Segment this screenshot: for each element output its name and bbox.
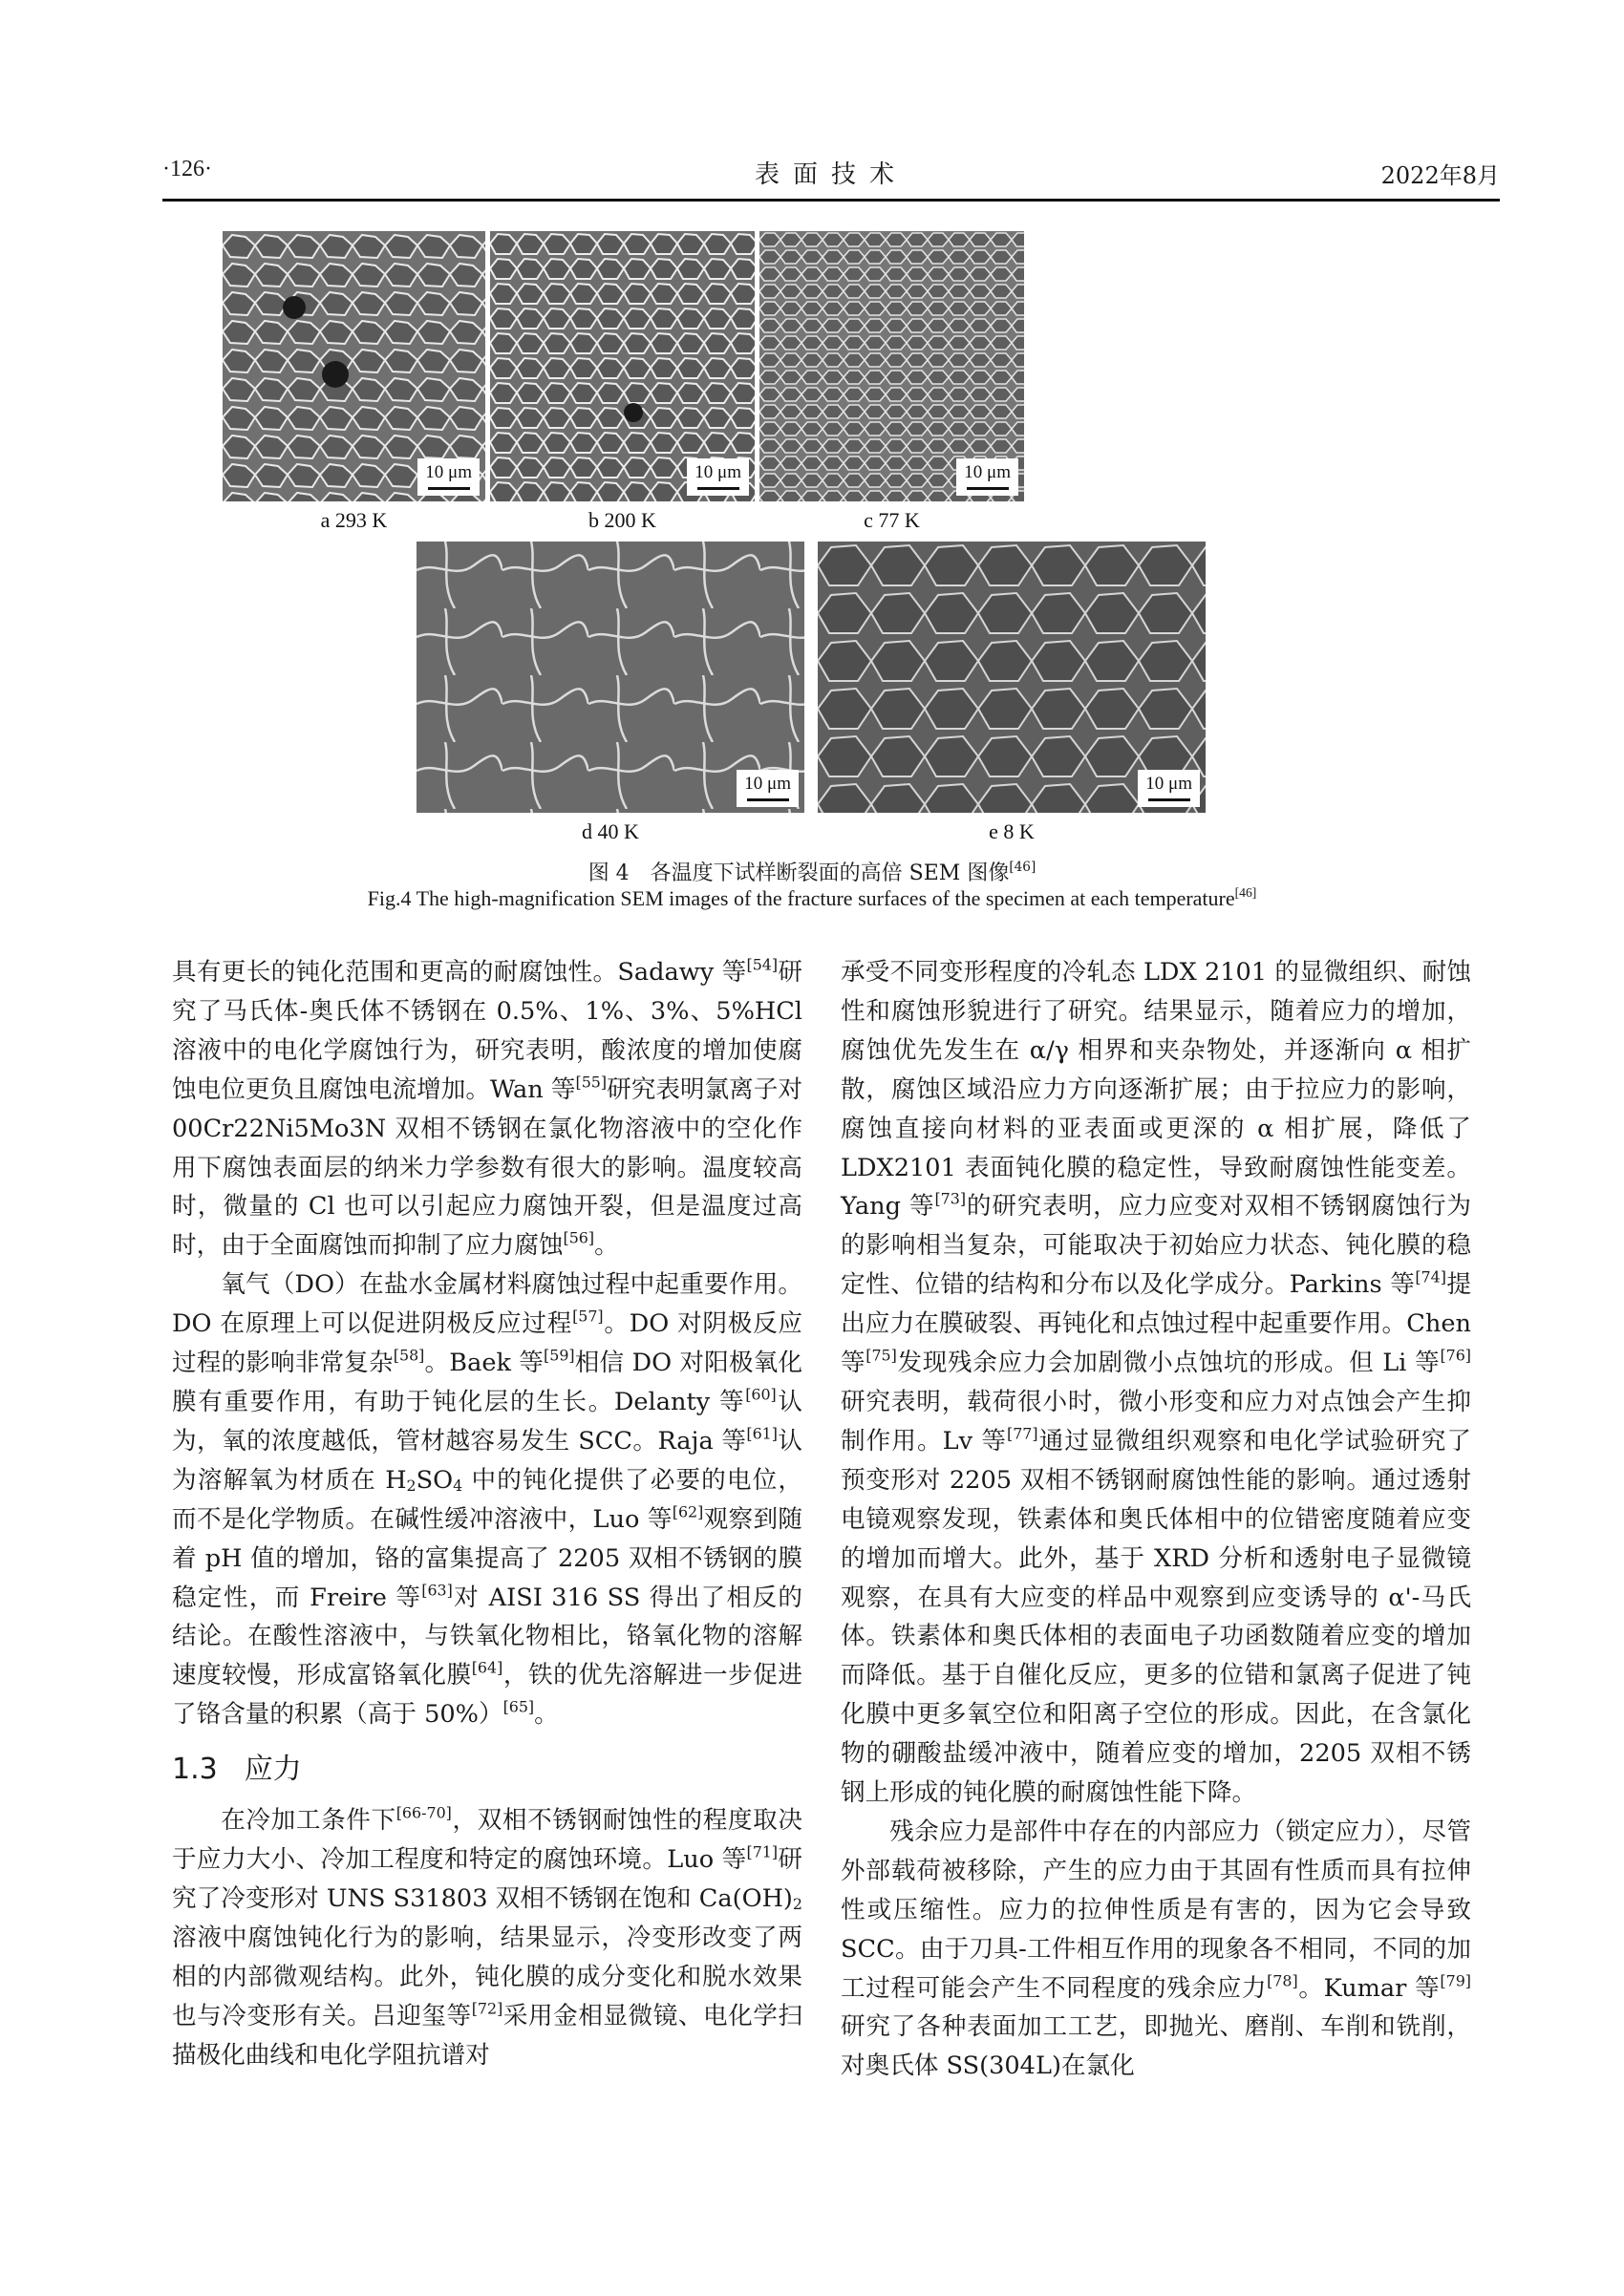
text-run: 氧气（DO）在盐水金属材料腐蚀过程中起重要作用。DO 在原理上可以促进阴极反应过程: [172, 1270, 802, 1339]
panel-label-e: e 8 K: [989, 819, 1035, 843]
panel-label-a: a 293 K: [320, 508, 388, 532]
text-run: 对 AISI 316 SS 得出了相反的结论。在酸性溶液中，与铁氧化物相比，铬氧化物的溶解速度较慢，形成富铬氧化膜: [172, 1583, 802, 1690]
text-run: 。: [534, 1700, 559, 1730]
text-run: 。: [594, 1231, 619, 1261]
header-rule: [162, 199, 1500, 202]
panel-label-c: c 77 K: [864, 508, 920, 532]
text-run: 的研究表明，应力应变对双相不锈钢腐蚀行为的影响相当复杂，可能取决于初始应力状态、钝化膜的稳定性、位错的结构和分布以及化学成分。Parkins 等: [841, 1192, 1471, 1300]
paragraph: [841, 1813, 1471, 2086]
citation: [65]: [502, 1697, 535, 1716]
journal-title: 表面技术: [754, 160, 908, 189]
text-run: SO: [416, 1465, 454, 1495]
citation: [66-70]: [395, 1803, 452, 1822]
citation: [62]: [672, 1502, 704, 1521]
text-run: 残余应力是部件中存在的内部应力（锁定应力），尽管外部载荷被移除，产生的应力由于其固有性质而具有拉伸性或压缩性。应力的拉伸性质是有害的，因为它会导致 SCC。由于刀具-工件相互作用的现象各不相同，不同的加工过程可能会产生不同程度的残余应力: [841, 1817, 1471, 2003]
citation: [73]: [934, 1190, 967, 1209]
citation: [55]: [575, 1073, 608, 1092]
text-run: 中的钝化提供了必要的电位，而不是化学物质。在碱性缓冲溶液中，Luo 等: [172, 1465, 802, 1534]
citation: [71]: [746, 1842, 779, 1861]
citation: [57]: [572, 1307, 604, 1326]
text-run: 通过显微组织观察和电化学试验研究了预变形对 2205 双相不锈钢耐腐蚀性能的影响。通过透射电镜观察发现，铁素体和奥氏体相中的位错密度随着应变的增加而增大。此外，基于 XRD 分析和透射电子显微镜观察，在具有大应变的样品中观察到应变诱导的 α'-马氏体。铁素体和奥氏体相的表面电子功函数随着应变的增加而降低。基于自催化反应，更多的位错和氯离子促进了钝化膜中更多氧空位和阳离子空位的形成。因此，在含氯化物的硼酸盐缓冲液中，随着应变的增加，2205 双相不锈钢上形成的钝化膜的耐腐蚀性能下降。: [841, 1426, 1471, 1808]
citation: [75]: [865, 1346, 897, 1365]
issue-date: 2022年8月: [1380, 162, 1500, 189]
citation: [77]: [1007, 1424, 1038, 1443]
text-run: 相信 DO 对阳极氧化膜有重要作用，有助于钝化层的生长。Delanty 等: [172, 1349, 802, 1416]
citation: [58]: [393, 1346, 425, 1365]
paragraph: [172, 1265, 802, 1734]
text-run: 研究表明氯离子对 00Cr22Ni5Mo3N 双相不锈钢在氯化物溶液中的空化作用下腐蚀表面层的纳米力学参数有很大的影响。温度较高时，微量的 Cl 也可以引起应力腐蚀开裂，但是温度过高时，由于全面腐蚀而抑制了应力腐蚀: [172, 1074, 802, 1261]
text-run: 采用金相显微镜、电化学扫描极化曲线和电化学阻抗谱对: [172, 2001, 802, 2070]
figure-caption-en: [0, 886, 1624, 911]
scale-bar: [956, 458, 1018, 496]
citation: [76]: [1440, 1346, 1471, 1365]
text-run: ，双相不锈钢耐蚀性的程度取决于应力大小、冷加工程度和特定的腐蚀环境。Luo 等: [172, 1806, 802, 1875]
text-run: 观察到随着 pH 值的增加，铬的富集提高了 2205 双相不锈钢的膜稳定性，而 Freire 等: [172, 1504, 802, 1612]
text-run: 应力: [244, 1753, 302, 1787]
superscript: [46]: [1234, 885, 1257, 901]
paragraph: [841, 953, 1471, 1813]
text-run: 研究表明，载荷很小时，微小形变和应力对点蚀会产生抑制作用。Lv 等: [841, 1387, 1471, 1456]
text-run: 10 μm: [964, 462, 1011, 482]
text-run: 。DO 对阴极反应过程的影响非常复杂: [172, 1309, 803, 1378]
text-run: 研究了马氏体-奥氏体不锈钢在 0.5%、1%、3%、5%HCl 溶液中的电化学腐蚀行为，研究表明，酸浓度的增加使腐蚀电位更负且腐蚀电流增加。Wan 等: [172, 958, 802, 1104]
text-run: 研究了冷变形对 UNS S31803 双相不锈钢在饱和 Ca(OH): [172, 1845, 802, 1913]
text-run: 具有更长的钝化范围和更高的耐腐蚀性。Sadawy 等: [172, 958, 747, 987]
superscript: [46]: [1009, 860, 1036, 876]
text-run: 在冷加工条件下: [221, 1806, 396, 1836]
figure-caption-cn: [0, 857, 1624, 886]
text-run: 。Baek 等: [424, 1349, 545, 1378]
text-run: 10 μm: [694, 462, 741, 482]
panel-label-b: b 200 K: [588, 508, 656, 532]
right-column: [841, 953, 1471, 2086]
scale-bar: [1138, 770, 1200, 807]
citation: [54]: [746, 955, 779, 974]
text-run: 图 4 各温度下试样断裂面的高倍 SEM 图像: [588, 861, 1010, 885]
text-run: 。Kumar 等: [1297, 1973, 1441, 2003]
citation: [59]: [544, 1346, 575, 1365]
citation: [56]: [563, 1229, 595, 1248]
text-run: 溶液中腐蚀钝化行为的影响，结果显示，冷变形改变了两相的内部微观结构。此外，钝化膜的成分变化和脱水效果也与冷变形有关。吕迎玺等: [172, 1923, 802, 2030]
sem-image-a: [223, 231, 485, 501]
sem-image-b: [490, 231, 755, 501]
sem-image-c: [759, 231, 1024, 501]
sem-image-d: [417, 542, 804, 813]
citation: [64]: [471, 1659, 503, 1677]
text-run: 承受不同变形程度的冷轧态 LDX 2101 的显微组织、耐蚀性和腐蚀形貌进行了研究。结果显示，随着应力的增加，腐蚀优先发生在 α/γ 相界和夹杂物处，并逐渐向 α 相扩散，腐蚀区域沿应力方向逐渐扩展；由于拉应力的影响，腐蚀直接向材料的亚表面或更深的 α 相扩展，降低了 LDX2101 表面钝化膜的稳定性，导致耐腐蚀性能变差。Yang 等: [841, 958, 1471, 1222]
sem-image-e: [818, 542, 1206, 813]
panel-label-d: d 40 K: [582, 819, 639, 843]
paragraph: [172, 1801, 802, 2074]
scale-bar: [417, 458, 480, 496]
subscript: 2: [792, 1895, 802, 1914]
scale-bar: [687, 458, 749, 496]
text-run: 1.3: [172, 1753, 218, 1787]
citation: [60]: [745, 1385, 777, 1404]
citation: [61]: [746, 1424, 778, 1443]
citation: [79]: [1440, 1971, 1471, 1990]
text-run: 发现残余应力会加剧微小点蚀坑的形成。但 Li 等: [896, 1349, 1441, 1378]
text-run: 研究了各种表面加工工艺，即抛光、磨削、车削和铣削，对奥氏体 SS(304L)在氯化: [841, 2012, 1471, 2081]
subscript: 4: [453, 1476, 463, 1495]
page-number: ·126·: [162, 157, 212, 181]
text-run: 认为，氧的浓度越低，管材越容易发生 SCC。Raja 等: [172, 1387, 802, 1456]
text-run: 10 μm: [1145, 774, 1192, 794]
text-run: 10 μm: [744, 774, 791, 794]
running-header: [162, 153, 1500, 191]
subscript: 2: [406, 1476, 417, 1495]
text-run: Fig.4 The high-magnification SEM images of the fracture surfaces of the specimen at each temperature: [367, 886, 1235, 910]
left-column: [172, 953, 802, 2074]
section-heading: [172, 1748, 802, 1792]
citation: [63]: [421, 1581, 453, 1600]
citation: [72]: [471, 1999, 503, 2018]
text-run: 认为溶解氧为材质在 H: [172, 1426, 802, 1495]
text-run: ，铁的优先溶解进一步促进了铬含量的积累（高于 50%）: [172, 1661, 802, 1730]
paragraph: [172, 953, 802, 1265]
citation: [74]: [1415, 1267, 1446, 1286]
text-run: 10 μm: [425, 462, 472, 482]
citation: [78]: [1267, 1971, 1298, 1990]
scale-bar: [737, 770, 799, 807]
text-run: 提出应力在膜破裂、再钝化和点蚀过程中起重要作用。Chen 等: [841, 1270, 1471, 1378]
